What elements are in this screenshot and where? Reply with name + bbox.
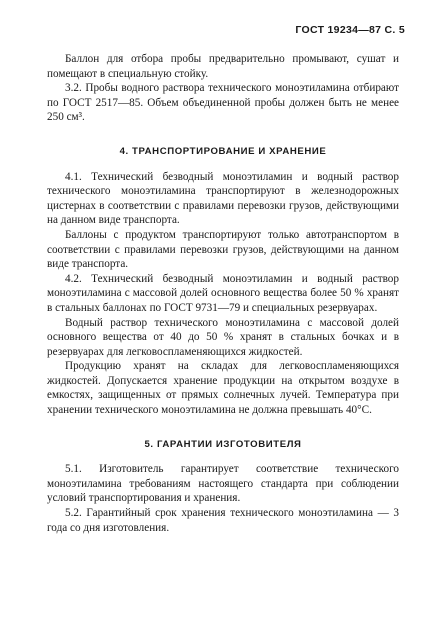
- paragraph: 4.1. Технический безводный моноэтиламин и водный раствор технического моноэтиламина транспортируют в железнодорожных цистернах в соответствии с правилами перевозки грузов, действующими на данном виде транспорта.: [47, 170, 399, 227]
- paragraph: 3.2. Пробы водного раствора технического моноэтиламина отбирают по ГОСТ 2517—85. Объем объединенной пробы должен быть не менее 250 см³.: [47, 82, 399, 124]
- paragraph: 5.2. Гарантийный срок хранения технического моноэтиламина — 3 года со дня изготовления.: [47, 507, 399, 534]
- document-body: [47, 52, 399, 535]
- paragraph: 5.1. Изготовитель гарантирует соответствие технического моноэтиламина требованиям настоящего стандарта при соблюдении условий транспортирования и хранения.: [47, 463, 399, 505]
- section-heading: 5. ГАРАНТИИ ИЗГОТОВИТЕЛЯ: [144, 438, 302, 450]
- paragraph: Баллон для отбора пробы предварительно промывают, сушат и помещают в специальную стойку.: [47, 53, 399, 80]
- paragraph: Продукцию хранят на складах для легковоспламеняющихся жидкостей. Допускается хранение продукции на открытом воздухе в емкостях, защищенных от прямых солнечных лучей. Температура при хранении технического моноэтиламина не должна превышать 40°С.: [47, 360, 399, 417]
- paragraph: Водный раствор технического моноэтиламина с массовой долей основного вещества от 40 до 50 % хранят в стальных бочках и в резервуарах для легковоспламеняющихся жидкостей.: [47, 316, 399, 358]
- paragraph: 4.2. Технический безводный моноэтиламин и водный раствор моноэтиламина с массовой долей основного вещества более 50 % хранят в стальных баллонах по ГОСТ 9731—79 и специальных резервуарах.: [47, 272, 399, 314]
- page-header: ГОСТ 19234—87 С. 5: [295, 24, 405, 36]
- paragraph: Баллоны с продуктом транспортируют только автотранспортом в соответствии с правилами перевозки грузов, действующими на данном виде транспорта.: [47, 228, 399, 271]
- section-heading: 4. ТРАНСПОРТИРОВАНИЕ И ХРАНЕНИЕ: [119, 145, 327, 157]
